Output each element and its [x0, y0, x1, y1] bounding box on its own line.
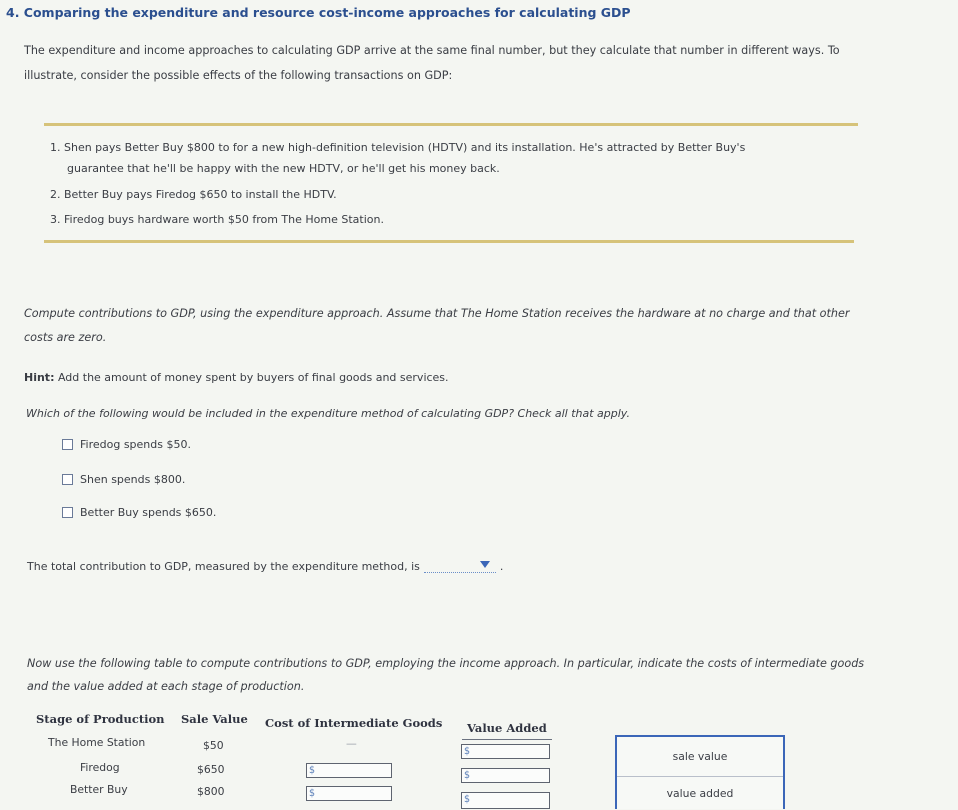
income-line-1: Now use the following table to compute contributions to GDP, employing the income approach. In particular, indicate the costs of intermediate goods	[27, 657, 865, 670]
intro-line-1: The expenditure and income approaches to calculating GDP arrive at the same final number, but they calculate that number in different ways. To	[24, 44, 840, 57]
cost-betterbuy-input[interactable]: $	[306, 786, 392, 801]
row-cost-home-station: —	[346, 737, 357, 750]
value-added-home-station-input[interactable]: $	[461, 744, 550, 759]
row-stage-firedog: Firedog	[80, 761, 120, 774]
income-instruction	[27, 652, 864, 698]
row-stage-betterbuy: Better Buy	[70, 783, 128, 796]
legend-panel	[615, 735, 785, 809]
option-firedog[interactable]	[62, 438, 191, 451]
divider-top	[44, 123, 858, 126]
legend-value-added-label[interactable]: value added	[666, 787, 734, 800]
hint-label: Hint:	[24, 371, 55, 384]
transaction-3: 3. Firedog buys hardware worth $50 from The Home Station.	[50, 213, 384, 226]
compute-instruction	[24, 302, 850, 350]
row-sale-firedog: $650	[197, 763, 225, 776]
intro-line-2: illustrate, consider the possible effects of the following transactions on GDP:	[24, 69, 453, 82]
page-title: 4. Comparing the expenditure and resource cost-income approaches for calculating GDP	[6, 5, 631, 20]
option-betterbuy-checkbox[interactable]	[62, 507, 73, 518]
legend-item-sale-value[interactable]	[617, 737, 783, 777]
total-text: The total contribution to GDP, measured by the expenditure method, is	[27, 560, 420, 573]
row-sale-home-station: $50	[203, 739, 224, 752]
option-betterbuy[interactable]	[62, 506, 216, 519]
header-cost: Cost of Intermediate Goods	[265, 716, 443, 730]
legend-item-value-added[interactable]	[617, 777, 783, 810]
header-sale-value: Sale Value	[181, 712, 248, 726]
option-firedog-label[interactable]: Firedog spends $50.	[80, 438, 191, 451]
row-sale-betterbuy: $800	[197, 785, 225, 798]
row-stage-home-station: The Home Station	[48, 736, 146, 749]
cost-firedog-input[interactable]: $	[306, 763, 392, 778]
compute-line-1: Compute contributions to GDP, using the expenditure approach. Assume that The Home Station receives the hardware at no charge and that other	[24, 307, 850, 320]
income-line-2: and the value added at each stage of production.	[27, 680, 305, 693]
total-dropdown[interactable]	[424, 558, 496, 573]
legend-sale-value-label[interactable]: sale value	[672, 750, 728, 763]
header-value-added: Value Added	[467, 721, 547, 735]
transaction-1-line-1: 1. Shen pays Better Buy $800 to for a new high-definition television (HDTV) and its installation. He's attracted by Better Buy's	[50, 141, 746, 154]
compute-line-2: costs are zero.	[24, 331, 107, 344]
transaction-1-line-2: guarantee that he'll be happy with the new HDTV, or he'll get his money back.	[67, 162, 500, 175]
divider-bottom	[44, 240, 854, 243]
intro-text	[24, 38, 840, 88]
option-shen[interactable]	[62, 473, 185, 486]
option-firedog-checkbox[interactable]	[62, 439, 73, 450]
hint	[24, 371, 449, 384]
value-added-firedog-input[interactable]: $	[461, 768, 550, 783]
total-period: .	[499, 560, 504, 573]
transaction-1	[50, 141, 745, 175]
total-sentence	[27, 558, 503, 573]
question-text: Which of the following would be included in the expenditure method of calculating GDP? Check all that apply.	[26, 407, 630, 420]
dropdown-arrow-icon[interactable]	[480, 561, 490, 568]
option-betterbuy-label[interactable]: Better Buy spends $650.	[80, 506, 217, 519]
transaction-2: 2. Better Buy pays Firedog $650 to install the HDTV.	[50, 188, 337, 201]
header-underline	[462, 739, 552, 740]
option-shen-checkbox[interactable]	[62, 474, 73, 485]
option-shen-label[interactable]: Shen spends $800.	[80, 473, 186, 486]
hint-text: Add the amount of money spent by buyers of final goods and services.	[57, 371, 449, 384]
header-stage: Stage of Production	[36, 712, 165, 726]
value-added-betterbuy-input[interactable]: $	[461, 792, 550, 809]
